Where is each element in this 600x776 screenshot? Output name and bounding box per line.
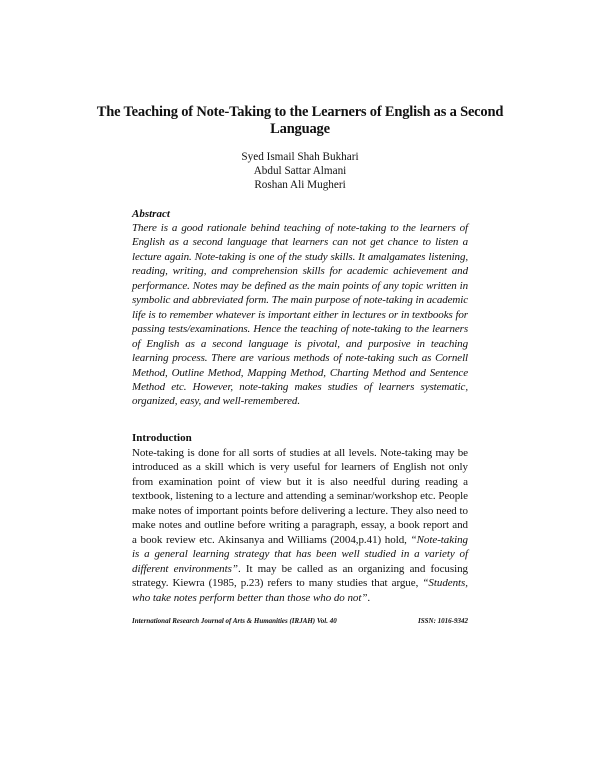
abstract-text: There is a good rationale behind teaching of note-taking to the learners of English as a second language that learners can not get chance to listen a lecture again. Note-taking is one of the study skills. It amalgamates listening, reading, writing, and comprehension skills for academic achievement and performance. Notes may be defined as the main points of any topic written in symbolic and abbreviated form. The main purpose of note-taking in academic life is to remember whatever is important either in lectures or in textbooks for passing tests/examinations. Hence the teaching of note-taking to the learners of English as a second language is pivotal, and purposive in teaching learning process. There are various methods of note-taking such as Cornell Method, Outline Method, Mapping Method, Charting Method and Sentence Method etc. However, note-taking makes studies of learners systematic, organized, easy, and well-remembered. (132, 222, 468, 408)
footer-issn: ISSN: 1016-9342 (418, 617, 468, 625)
intro-text: Note-taking is done for all sorts of studies at all levels. Note-taking may be introduced as a skill which is very useful for learners of English not only from examination point of view but it is also needful during reading a textbook, listening to a lecture and attending a seminar/workshop etc. People make notes of important points before delivering a lecture. They also need to make notes and outline before writing a paragraph, essay, a book report and a book review etc. Akinsanya and Williams (2004,p.41) hold, (132, 447, 468, 546)
page-footer (132, 617, 468, 625)
intro-quote: “Note-taking is a general learning strategy that has been well studied in a variety of different environments” (132, 533, 468, 575)
intro-quote: “Students, who take notes perform better than those who do not” (132, 577, 468, 604)
author-list (150, 150, 450, 192)
abstract-heading: Abstract (132, 208, 170, 220)
author-name: Abdul Sattar Almani (253, 165, 347, 177)
author-name: Syed Ismail Shah Bukhari (241, 151, 359, 163)
intro-text: . (367, 591, 371, 604)
intro-text: . It may be called as an organizing and focusing strategy. Kiewra (1985, p.23) refers to many studies that argue, (132, 562, 468, 590)
paper-title: The Teaching of Note-Taking to the Learners of English as a Second Language (96, 104, 504, 137)
footer-journal: International Research Journal of Arts & Humanities (IRJAH) Vol. 40 (132, 617, 337, 625)
introduction-heading: Introduction (132, 432, 192, 444)
author-name: Roshan Ali Mugheri (254, 179, 346, 191)
introduction-paragraph (132, 446, 468, 605)
